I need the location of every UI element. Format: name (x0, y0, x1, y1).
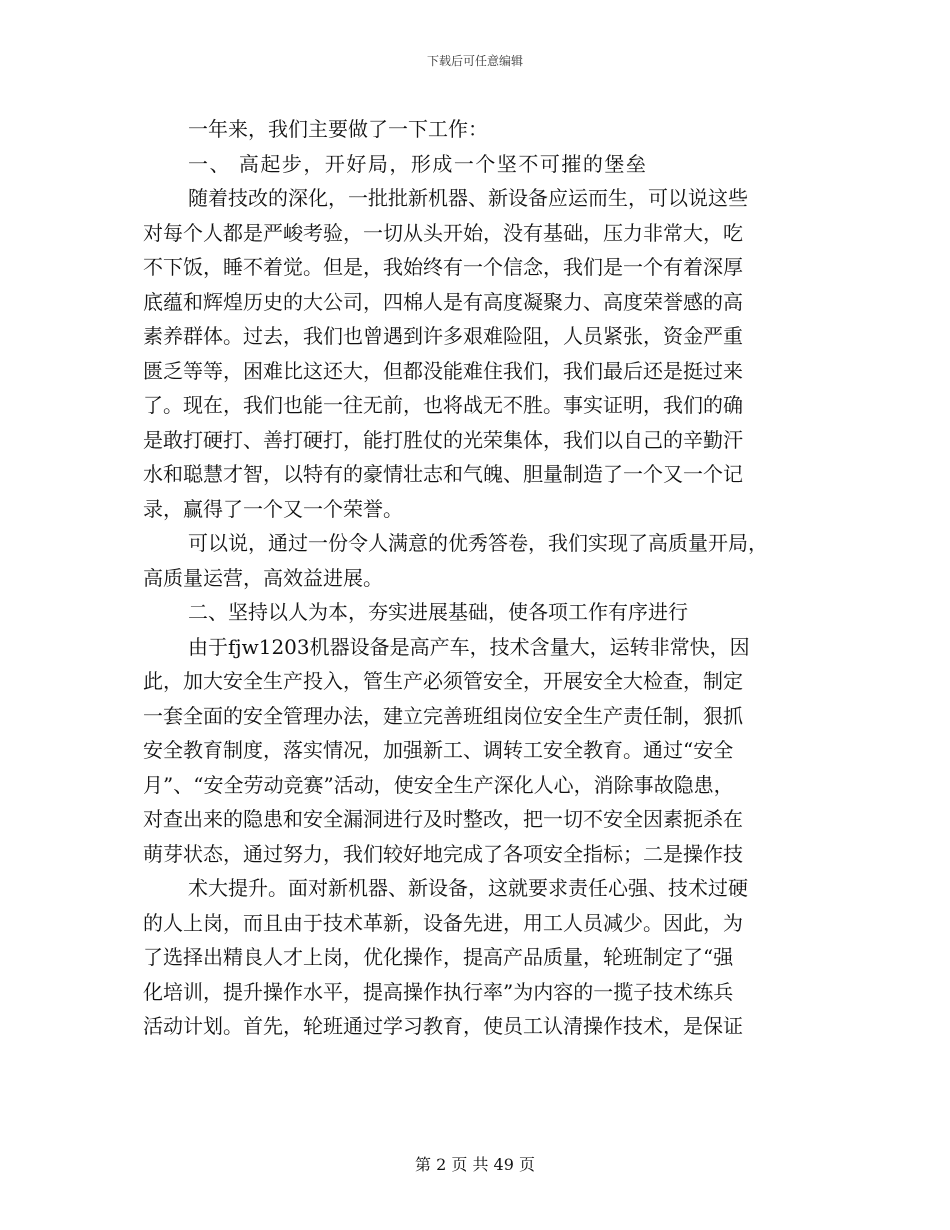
document-body (143, 112, 803, 1044)
paragraph-line: 了。现在，我们也能一往无前，也将战无不胜。事实证明，我们的确 (143, 393, 743, 417)
paragraph-line: 化培训，提升操作水平，提高操作执行率”为内容的一揽子技术练兵 (143, 979, 734, 1004)
paragraph-line: 术大提升。面对新机器、新设备，这就要求责任心强、技术过硬 (188, 876, 748, 900)
paragraph-line: 安全教育制度，落实情况，加强新工、调转工安全教育。通过“安全 (143, 738, 734, 762)
section-heading-1: 一、 高起步，开好局，形成一个坚不可摧的堡垒 (188, 151, 648, 176)
paragraph-line: 了选择出精良人才上岗，优化操作，提高产品质量，轮班制定了“强 (143, 945, 734, 969)
paragraph-line: 是敢打硬打、善打硬打，能打胜仗的光荣集体，我们以自己的辛勤汗 (143, 427, 743, 452)
paragraph-line: 对查出来的隐患和安全漏洞进行及时整改，把一切不安全因素扼杀在 (143, 807, 743, 831)
paragraph-line: 录，赢得了一个又一个荣誉。 (143, 496, 403, 521)
paragraph-line: 匮乏等等，困难比这还大，但都没能难住我们，我们最后还是挺过来 (143, 358, 743, 383)
paragraph-line: 随着技改的深化，一批批新机器、新设备应运而生，可以说这些 (188, 186, 748, 210)
paragraph-line: 不下饭，睡不着觉。但是，我始终有一个信念，我们是一个有着深厚 (143, 255, 743, 279)
page-number: 第 2 页 共 49 页 (415, 1155, 535, 1174)
paragraph-line: 由于fjw1203机器设备是高产车，技术含量大，运转非常快，因 (188, 634, 750, 659)
paragraph-line: 高质量运营，高效益进展。 (143, 565, 383, 590)
paragraph-line: 可以说，通过一份令人满意的优秀答卷，我们实现了高质量开局， (188, 531, 768, 555)
paragraph-line: 萌芽状态，通过努力，我们较好地完成了各项安全指标；二是操作技 (143, 841, 743, 866)
page-header-note: 下载后可任意编辑 (426, 54, 523, 68)
paragraph-line: 活动计划。首先，轮班通过学习教育，使员工认清操作技术，是保证 (143, 1014, 743, 1038)
paragraph-line: 对每个人都是严峻考验，一切从头开始，没有基础，压力非常大，吃 (143, 220, 743, 245)
paragraph-line: 一年来，我们主要做了一下工作： (188, 117, 488, 141)
paragraph-line: 水和聪慧才智，以特有的豪情壮志和气魄、胆量制造了一个又一个记 (143, 462, 743, 486)
paragraph-line: 的人上岗，而且由于技术革新，设备先进，用工人员减少。因此，为 (143, 910, 743, 935)
paragraph-line: 此，加大安全生产投入，管生产必须管安全，开展安全大检查，制定 (143, 669, 743, 693)
paragraph-line: 底蕴和辉煌历史的大公司，四棉人是有高度凝聚力、高度荣誉感的高 (143, 289, 743, 314)
paragraph-line: 月”、“安全劳动竞赛”活动，使安全生产深化人心，消除事故隐患， (143, 772, 734, 797)
paragraph-line: 一套全面的安全管理办法，建立完善班组岗位安全生产责任制，狠抓 (143, 703, 743, 728)
paragraph-line: 素养群体。过去，我们也曾遇到许多艰难险阻，人员紧张，资金严重 (143, 324, 743, 348)
section-heading-2: 二、坚持以人为本，夯实进展基础，使各项工作有序进行 (188, 600, 688, 624)
